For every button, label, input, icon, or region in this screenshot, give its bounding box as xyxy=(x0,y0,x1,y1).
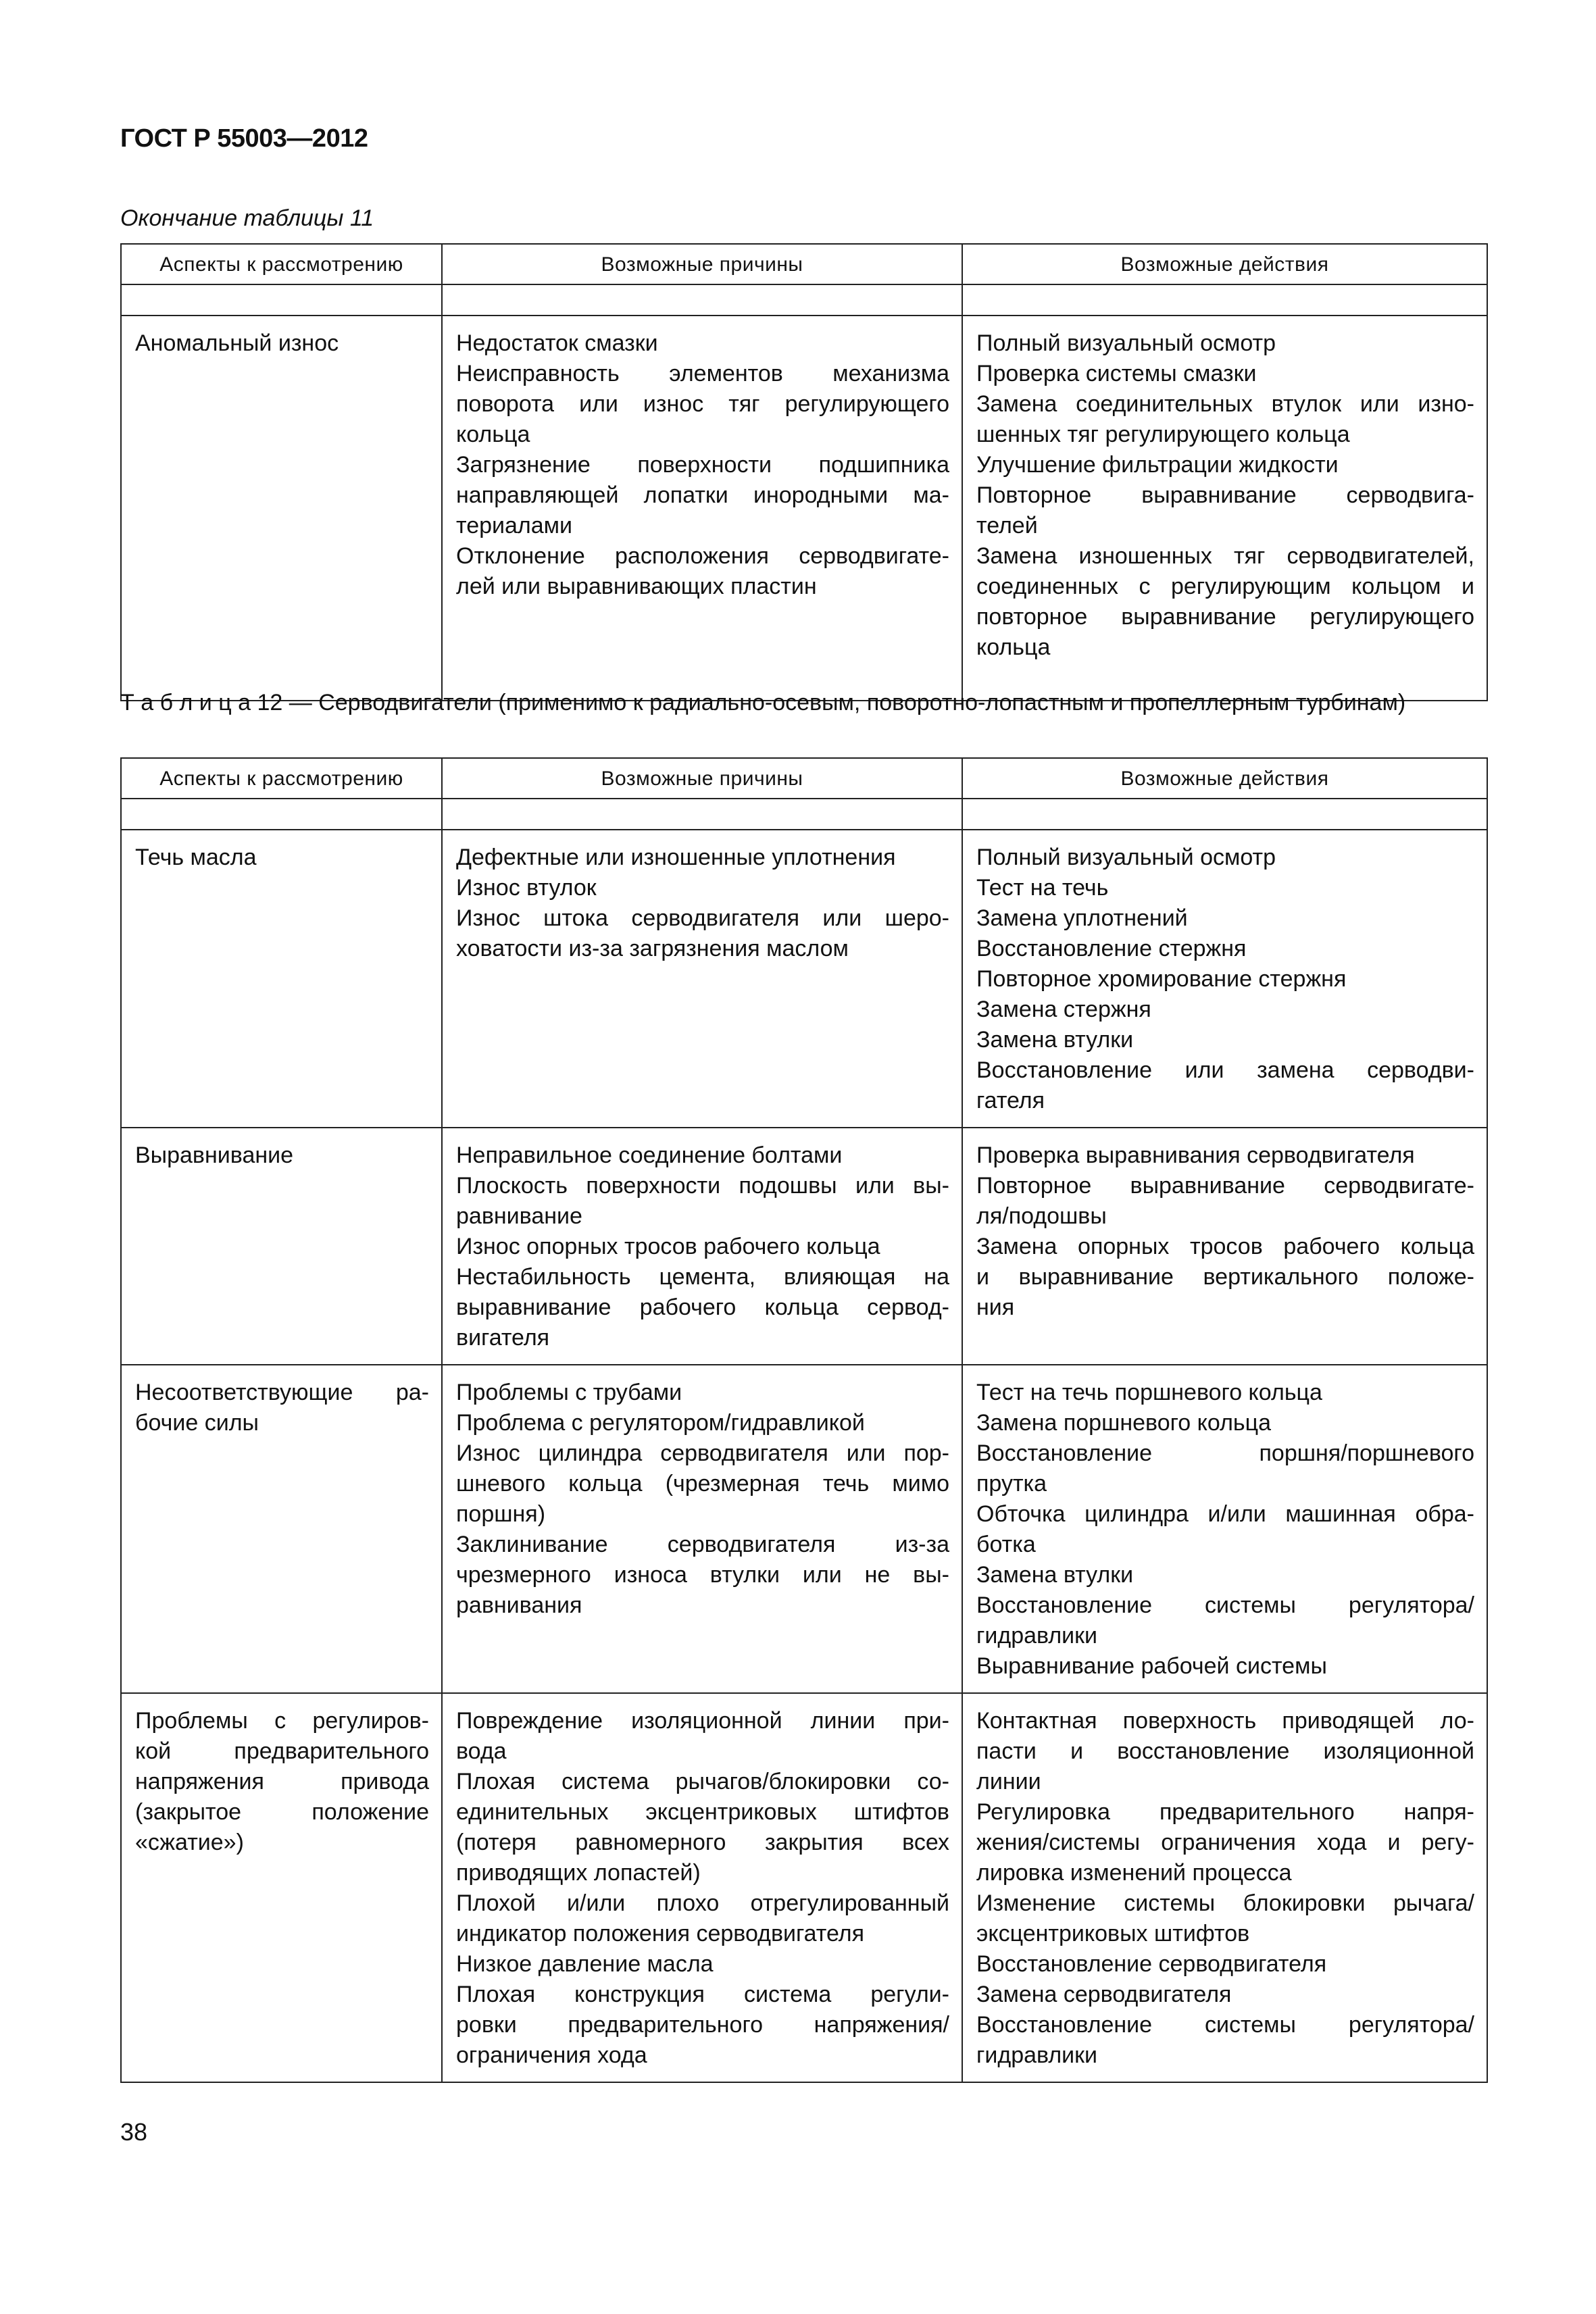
cell-aspect xyxy=(121,1693,442,2082)
cell-text-line: Несоответствующие ра- xyxy=(135,1380,429,1405)
cell-text-line: Восстановление серводвигателя xyxy=(976,1951,1327,1977)
column-header-actions: Возможные действия xyxy=(962,244,1487,284)
cell-text-line: Неисправность элементов механизма xyxy=(456,361,949,386)
table-12-body xyxy=(121,830,1487,2082)
cell-text-line: «сжатие») xyxy=(135,1830,244,1855)
cell-text-line: Замена поршневого кольца xyxy=(976,1410,1272,1436)
cell-actions xyxy=(962,316,1487,701)
cell-text-line: Изменение системы блокировки рычага/ xyxy=(976,1890,1474,1916)
cell-text-line: Недостаток смазки xyxy=(456,330,658,356)
cell-aspect xyxy=(121,1128,442,1365)
cell-text-line: шневого кольца (чрезмерная течь мимо xyxy=(456,1471,949,1496)
cell-text-line: (закрытое положение xyxy=(135,1799,429,1825)
cell-text-line: Низкое давление масла xyxy=(456,1951,714,1977)
cell-text-line: Выравнивание xyxy=(135,1142,294,1168)
cell-text-line: Проблемы с трубами xyxy=(456,1380,682,1405)
cell-text-line: Тест на течь поршневого кольца xyxy=(976,1380,1322,1405)
cell-text-line: Выравнивание рабочей системы xyxy=(976,1653,1327,1679)
cell-text-line: Износ опорных тросов рабочего кольца xyxy=(456,1234,880,1259)
cell-text-line: Проблемы с регулиров- xyxy=(135,1708,429,1734)
cell-text-line: кой предварительного xyxy=(135,1738,429,1764)
cell-text-line: Повторное выравнивание серводвигате- xyxy=(976,1173,1474,1199)
cell-text-line: Износ цилиндра серводвигателя или пор- xyxy=(456,1440,949,1466)
cell-text-line: Замена соединительных втулок или изно- xyxy=(976,391,1474,417)
cell-text-line: Повторное выравнивание серводвига- xyxy=(976,482,1474,508)
cell-text-line: Регулировка предварительного напря- xyxy=(976,1799,1474,1825)
cell-actions xyxy=(962,1693,1487,2082)
cell-text-line: кольца xyxy=(456,422,530,447)
cell-causes xyxy=(442,1128,962,1365)
cell-text-line: Плоскость поверхности подошвы или вы- xyxy=(456,1173,949,1199)
cell-text-line: и выравнивание вертикального положе- xyxy=(976,1264,1474,1290)
table-row xyxy=(121,830,1487,1128)
table-row xyxy=(121,316,1487,701)
table-12-caption: Т а б л и ц а 12 — Серводвигатели (применимо к радиально-осевым, поворотно-лопастным и пропеллерным турбинам) xyxy=(120,690,1406,715)
cell-text-line: гидравлики xyxy=(976,2042,1098,2068)
cell-text-line: направляющей лопатки инородными ма- xyxy=(456,482,949,508)
cell-text-line: эксцентриковых штифтов xyxy=(976,1921,1250,1946)
table-12 xyxy=(120,757,1488,2083)
cell-text-line: ля/подошвы xyxy=(976,1203,1107,1229)
cell-text-line: Аномальный износ xyxy=(135,330,339,356)
page-number: 38 xyxy=(120,2118,148,2146)
cell-causes xyxy=(442,830,962,1128)
cell-text-line: лей или выравнивающих пластин xyxy=(456,574,817,599)
cell-text-line: Обточка цилиндра и/или машинная обра- xyxy=(976,1501,1474,1527)
cell-text-line: телей xyxy=(976,513,1038,538)
cell-text-line: равнивание xyxy=(456,1203,582,1229)
cell-text-line: соединенных с регулирующим кольцом и xyxy=(976,574,1474,599)
cell-text-line: ровки предварительного напряжения/ xyxy=(456,2012,949,2038)
table-11-caption: Окончание таблицы 11 xyxy=(120,205,374,231)
cell-text-line: гателя xyxy=(976,1088,1045,1113)
document-code: ГОСТ Р 55003—2012 xyxy=(120,124,368,153)
cell-text-line: Проверка выравнивания серводвигателя xyxy=(976,1142,1415,1168)
cell-text-line: териалами xyxy=(456,513,573,538)
cell-text-line: вода xyxy=(456,1738,507,1764)
cell-actions xyxy=(962,1128,1487,1365)
cell-text-line: выравнивание рабочего кольца сервод- xyxy=(456,1294,949,1320)
table-row xyxy=(121,1365,1487,1693)
column-header-aspects: Аспекты к рассмотрению xyxy=(121,758,442,799)
cell-text-line: Неправильное соединение болтами xyxy=(456,1142,843,1168)
table-12-header-row xyxy=(121,758,1487,799)
cell-text-line: Отклонение расположения серводвигате- xyxy=(456,543,949,569)
cell-text-line: жения/системы ограничения хода и регу- xyxy=(976,1830,1474,1855)
cell-causes xyxy=(442,1365,962,1693)
cell-text-line: Полный визуальный осмотр xyxy=(976,330,1276,356)
cell-text-line: Плохая конструкция система регули- xyxy=(456,1982,949,2007)
cell-text-line: единительных эксцентриковых штифтов xyxy=(456,1799,949,1825)
cell-text-line: чрезмерного износа втулки или не вы- xyxy=(456,1562,949,1588)
cell-text-line: Восстановление стержня xyxy=(976,936,1247,961)
cell-text-line: кольца xyxy=(976,634,1051,660)
cell-causes xyxy=(442,1693,962,2082)
cell-text-line: ховатости из-за загрязнения маслом xyxy=(456,936,849,961)
header-separator xyxy=(121,799,1487,830)
cell-text-line: ботка xyxy=(976,1532,1036,1557)
cell-text-line: Загрязнение поверхности подшипника xyxy=(456,452,949,478)
table-11-header-row xyxy=(121,244,1487,284)
cell-text-line: шенных тяг регулирующего кольца xyxy=(976,422,1350,447)
cell-text-line: Износ штока серводвигателя или шеро- xyxy=(456,905,949,931)
cell-actions xyxy=(962,830,1487,1128)
cell-text-line: Замена втулки xyxy=(976,1027,1134,1053)
cell-aspect xyxy=(121,316,442,701)
cell-text-line: лировка изменений процесса xyxy=(976,1860,1292,1886)
cell-actions xyxy=(962,1365,1487,1693)
table-row xyxy=(121,1693,1487,2082)
cell-text-line: Заклинивание серводвигателя из-за xyxy=(456,1532,949,1557)
cell-text-line: равнивания xyxy=(456,1592,582,1618)
cell-text-line: Повреждение изоляционной линии при- xyxy=(456,1708,949,1734)
cell-text-line: ограничения хода xyxy=(456,2042,647,2068)
cell-text-line: гидравлики xyxy=(976,1623,1098,1649)
cell-text-line: Замена уплотнений xyxy=(976,905,1188,931)
cell-text-line: Замена стержня xyxy=(976,997,1151,1022)
cell-text-line: Замена изношенных тяг серводвигателей, xyxy=(976,543,1474,569)
cell-text-line: Улучшение фильтрации жидкости xyxy=(976,452,1339,478)
cell-text-line: Замена втулки xyxy=(976,1562,1134,1588)
cell-text-line: (потеря равномерного закрытия всех xyxy=(456,1830,949,1855)
cell-text-line: Дефектные или изношенные уплотнения xyxy=(456,845,896,870)
cell-text-line: Износ втулок xyxy=(456,875,597,901)
cell-text-line: Восстановление или замена серводви- xyxy=(976,1057,1474,1083)
cell-text-line: напряжения привода xyxy=(135,1769,429,1794)
cell-text-line: Замена серводвигателя xyxy=(976,1982,1232,2007)
cell-text-line: Проверка системы смазки xyxy=(976,361,1257,386)
cell-text-line: пасти и восстановление изоляционной xyxy=(976,1738,1474,1764)
cell-text-line: поршня) xyxy=(456,1501,546,1527)
cell-text-line: Полный визуальный осмотр xyxy=(976,845,1276,870)
table-row xyxy=(121,1128,1487,1365)
cell-aspect xyxy=(121,1365,442,1693)
cell-text-line: повторное выравнивание регулирующего xyxy=(976,604,1474,630)
table-11 xyxy=(120,243,1488,701)
cell-text-line: Нестабильность цемента, влияющая на xyxy=(456,1264,949,1290)
cell-text-line: поворота или износ тяг регулирующего xyxy=(456,391,949,417)
cell-text-line: бочие силы xyxy=(135,1410,259,1436)
header-separator xyxy=(121,284,1487,316)
cell-text-line: вигателя xyxy=(456,1325,550,1351)
cell-text-line: приводящих лопастей) xyxy=(456,1860,701,1886)
column-header-causes: Возможные причины xyxy=(442,758,962,799)
cell-text-line: Восстановление поршня/поршневого xyxy=(976,1440,1474,1466)
cell-text-line: Проблема с регулятором/гидравликой xyxy=(456,1410,865,1436)
cell-text-line: Течь масла xyxy=(135,845,257,870)
column-header-causes: Возможные причины xyxy=(442,244,962,284)
cell-text-line: линии xyxy=(976,1769,1041,1794)
cell-text-line: Замена опорных тросов рабочего кольца xyxy=(976,1234,1474,1259)
cell-causes xyxy=(442,316,962,701)
column-header-aspects: Аспекты к рассмотрению xyxy=(121,244,442,284)
cell-aspect xyxy=(121,830,442,1128)
cell-text-line: Плохой и/или плохо отрегулированный xyxy=(456,1890,949,1916)
cell-text-line: индикатор положения серводвигателя xyxy=(456,1921,865,1946)
cell-text-line: Плохая система рычагов/блокировки со- xyxy=(456,1769,949,1794)
cell-text-line: Восстановление системы регулятора/ xyxy=(976,1592,1474,1618)
cell-text-line: ния xyxy=(976,1294,1015,1320)
cell-text-line: Тест на течь xyxy=(976,875,1109,901)
cell-text-line: Повторное хромирование стержня xyxy=(976,966,1347,992)
cell-text-line: Восстановление системы регулятора/ xyxy=(976,2012,1474,2038)
column-header-actions: Возможные действия xyxy=(962,758,1487,799)
cell-text-line: Контактная поверхность приводящей ло- xyxy=(976,1708,1474,1734)
table-11-body xyxy=(121,316,1487,701)
cell-text-line: прутка xyxy=(976,1471,1047,1496)
